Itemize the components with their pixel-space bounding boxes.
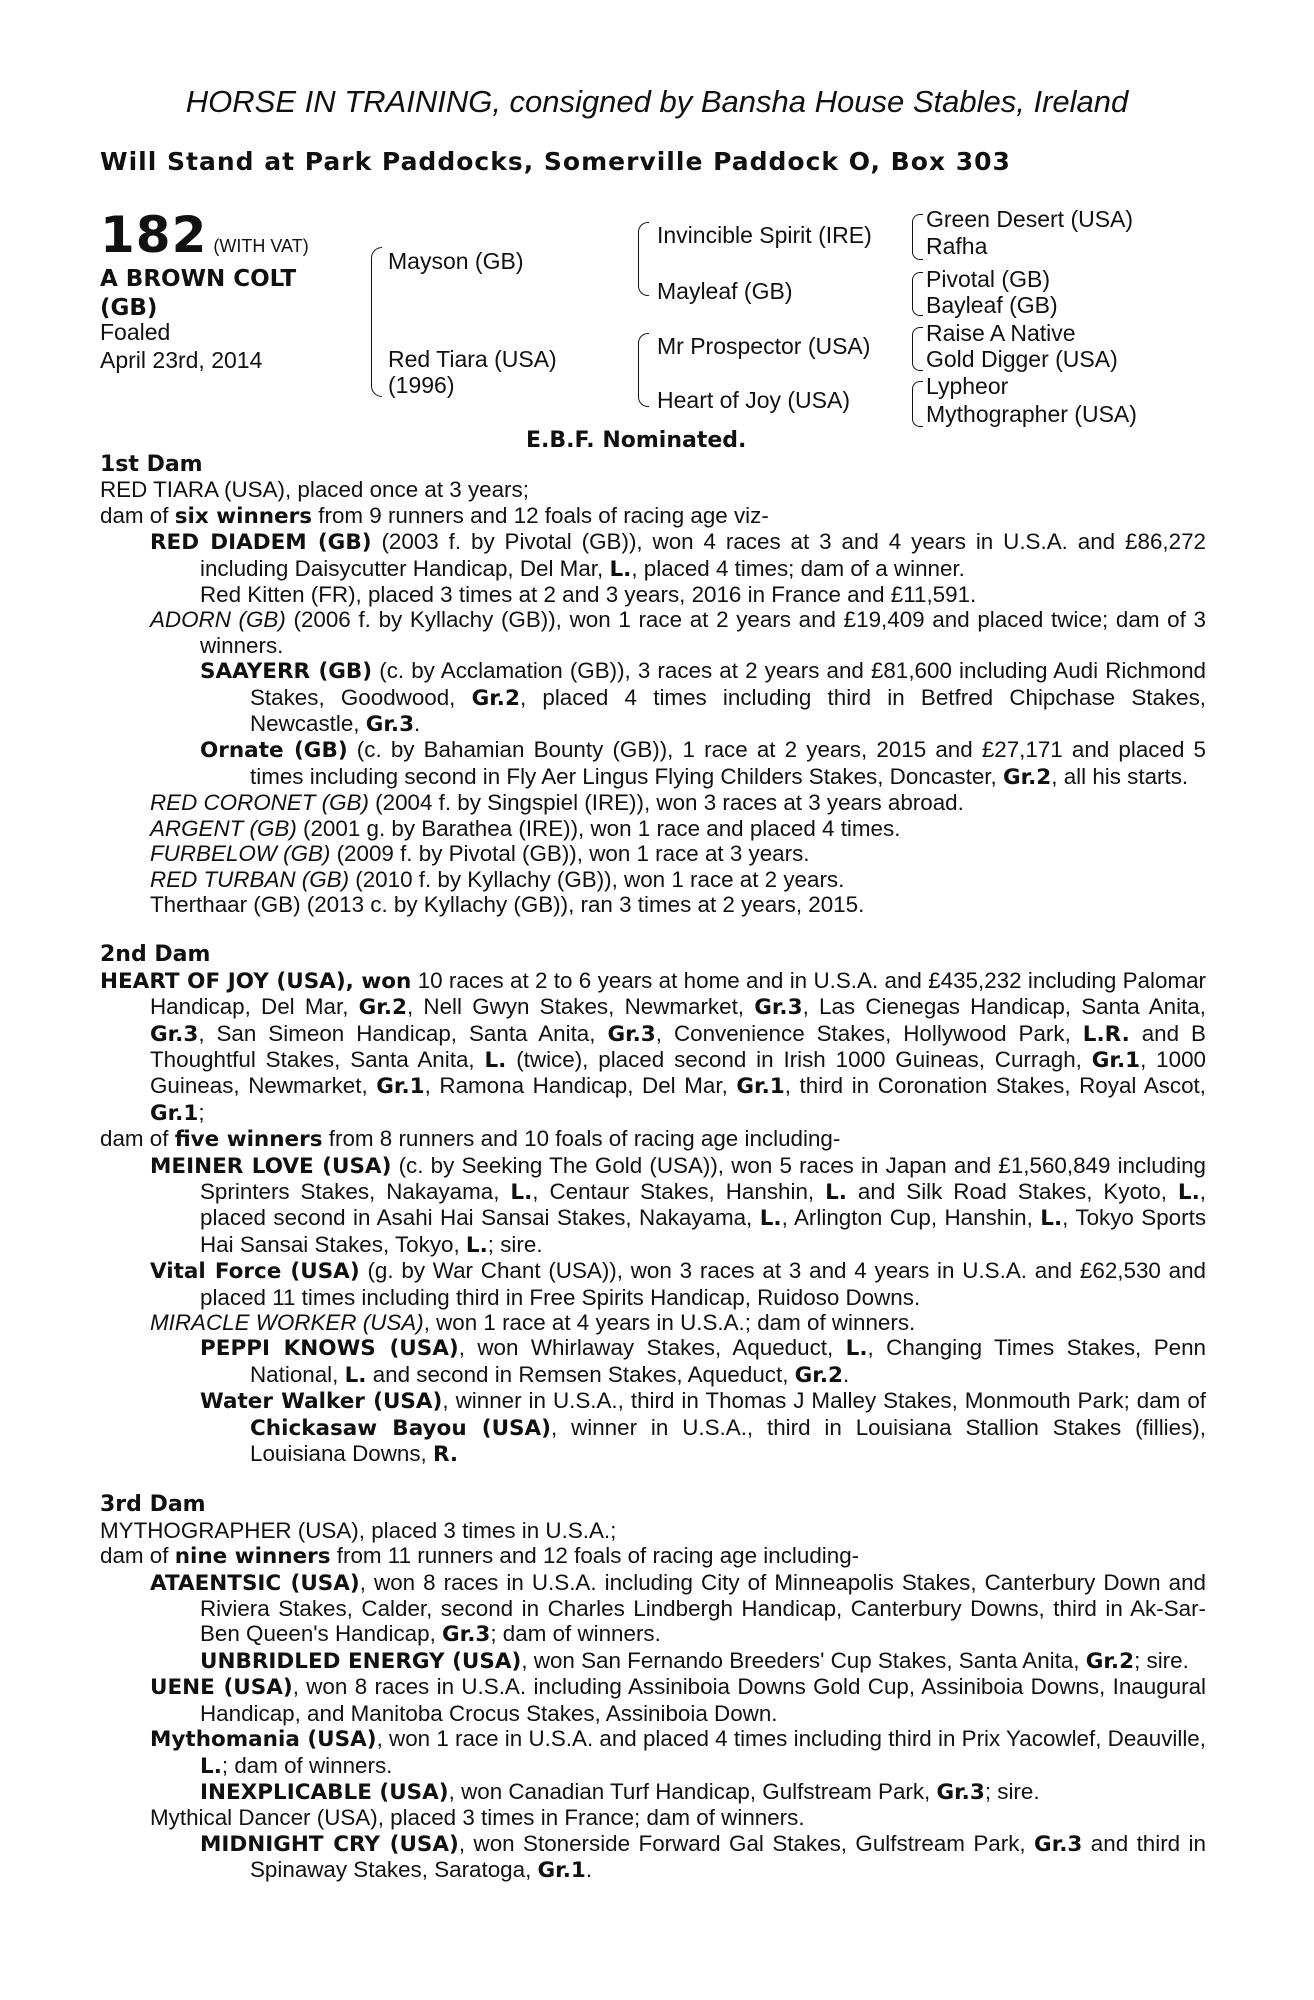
text-span: (c. by Seeking The Gold (USA)), won 5 races in Japan and £1,560,849 including Sprinters Stakes, Nakayama,: [200, 1152, 1206, 1204]
text-span: , Convenience Stakes, Hollywood Park,: [655, 1020, 1083, 1046]
pedigree-brace: [912, 381, 923, 427]
pedigree-g4: Bayleaf (GB): [926, 292, 1058, 318]
pedigree-g2: Rafha: [926, 233, 988, 259]
grade-label: Gr.2: [1085, 1648, 1135, 1674]
text-span: ; sire.: [487, 1231, 543, 1257]
lot-number: 182: [100, 206, 208, 264]
text-span: , all his starts.: [1051, 763, 1189, 789]
progeny-entry: [150, 816, 1206, 841]
text-span: from 9 runners and 12 foals of racing age viz-: [312, 502, 769, 528]
grade-label: Gr.3: [365, 712, 415, 738]
pedigree-g6: Gold Digger (USA): [926, 346, 1118, 372]
progeny-entry: [150, 867, 1206, 892]
grade-label: L.: [1177, 1179, 1200, 1205]
progeny-entry: [150, 841, 1206, 866]
foaled-date: April 23rd, 2014: [100, 347, 263, 373]
pedigree-dam-sire: Mr Prospector (USA): [657, 333, 871, 359]
foaled-info: [100, 318, 262, 374]
grade-label: L.: [200, 1753, 222, 1779]
progeny-entry: [150, 1310, 1206, 1335]
text-span: ; sire.: [1134, 1647, 1189, 1673]
pedigree-g3: Pivotal (GB): [926, 266, 1050, 292]
grade-label: L.: [484, 1047, 507, 1073]
progeny-entry: [200, 658, 1206, 737]
progeny-entry: Therthaar (GB) (2013 c. by Kyllachy (GB)), ran 3 times at 2 years, 2015.: [150, 891, 865, 917]
text-span: (g. by War Chant (USA)), won 3 races at 3 and 4 years in U.S.A. and £62,530 and placed 11 times including third in Free Spirits Handicap, Ruidoso Downs.: [200, 1258, 1206, 1310]
text-span: dam of: [100, 502, 175, 528]
horse-name: PEPPI KNOWS (USA): [200, 1336, 459, 1362]
horse-name: SAAYERR (GB): [200, 659, 373, 685]
text-span: ;: [198, 1099, 205, 1125]
progeny-entry: [150, 1570, 1206, 1648]
text-span: , Changing Times Stakes, Penn National,: [250, 1335, 1206, 1387]
pedigree-dam: Red Tiara (USA): [388, 346, 557, 372]
horse-name: HEART OF JOY (USA): [100, 968, 346, 994]
grade-label: Gr.3: [150, 1021, 199, 1047]
pedigree-dam-year: (1996): [388, 372, 455, 398]
colt-description-line1: A BROWN COLT: [100, 266, 297, 292]
horse-name: Vital Force (USA): [150, 1259, 360, 1285]
grade-label: Gr.2: [358, 995, 407, 1021]
grade-label: L.: [825, 1179, 847, 1205]
dam-of-line: [100, 1543, 1206, 1569]
grade-label: L.: [759, 1206, 782, 1232]
pedigree-dam-dam: Heart of Joy (USA): [657, 387, 850, 413]
text-span: , Nell Gwyn Stakes, Newmarket,: [406, 994, 755, 1020]
progeny-entry: [200, 1831, 1206, 1884]
grade-label: L.R.: [1082, 1021, 1130, 1047]
horse-name: Chickasaw Bayou (USA): [250, 1415, 551, 1441]
progeny-entry: [150, 1153, 1206, 1259]
text-span: 10 races at 2 to 6 years at home and in U.S.A. and £435,232 including Palomar Handicap, Del Mar,: [150, 967, 1207, 1020]
text-span: six winners: [174, 503, 313, 529]
grade-label: Gr.3: [936, 1779, 985, 1805]
horse-name: ADORN (GB): [150, 607, 286, 633]
horse-name: UNBRIDLED ENERGY (USA): [200, 1648, 522, 1674]
text-span: five winners: [174, 1127, 323, 1153]
text-span: (2010 f. by Kyllachy (GB)), won 1 race at 2 years.: [349, 866, 845, 892]
pedigree-brace: [912, 214, 923, 260]
pedigree-sire-sire: Invincible Spirit (IRE): [657, 222, 872, 248]
foaled-label: Foaled: [100, 319, 171, 345]
grade-label: Gr.1: [1091, 1047, 1141, 1073]
vat-label: (WITH VAT): [213, 236, 309, 256]
progeny-entry: [150, 607, 1206, 658]
grade-label: L.: [845, 1336, 868, 1362]
grade-label: L.: [1040, 1206, 1063, 1232]
grade-label: L.: [609, 556, 632, 582]
text-span: , Arlington Cup, Hanshin,: [781, 1205, 1041, 1231]
horse-name: MEINER LOVE (USA): [150, 1153, 392, 1179]
dam-of-line: [100, 503, 1206, 529]
horse-name: RED TURBAN (GB): [150, 866, 350, 892]
grade-label: Gr.1: [150, 1100, 199, 1126]
text-span: .: [842, 1361, 850, 1387]
horse-name: ATAENTSIC (USA): [150, 1570, 360, 1596]
text-span: ; dam of winners.: [490, 1621, 661, 1647]
grade-label: L.: [465, 1232, 488, 1258]
progeny-entry: [200, 1779, 1206, 1805]
text-span: , 1000 Guineas, Newmarket,: [150, 1046, 1206, 1099]
dam-intro: MYTHOGRAPHER (USA), placed 3 times in U.S.A.;: [100, 1517, 617, 1543]
pedigree-brace: [912, 327, 923, 371]
text-span: (2006 f. by Kyllachy (GB)), won 1 race at 2 years and £19,409 and placed twice; dam of 3 winners.: [200, 607, 1206, 658]
text-span: and third in Spinaway Stakes, Saratoga,: [250, 1830, 1206, 1883]
text-span: ; sire.: [984, 1778, 1040, 1804]
text-span: and second in Remsen Stakes, Aqueduct,: [366, 1361, 795, 1387]
dam-intro: RED TIARA (USA), placed once at 3 years;: [100, 477, 529, 503]
text-span: , won 8 races in U.S.A. including Assiniboia Downs Gold Cup, Assiniboia Downs, Inaugural Handicap, and Manitoba Crocus Stakes, Assiniboia Down.: [200, 1674, 1207, 1726]
progeny-entry: [200, 1335, 1206, 1388]
dam-record: [100, 968, 1206, 1126]
text-span: dam of: [100, 1543, 175, 1569]
text-span: (2001 g. by Barathea (IRE)), won 1 race and placed 4 times.: [296, 815, 901, 841]
dam-of-line: [100, 1126, 1206, 1152]
grade-label: Gr.3: [607, 1021, 656, 1047]
text-span: , won Whirlaway Stakes, Aqueduct,: [458, 1335, 846, 1361]
text-span: , won 1 race in U.S.A. and placed 4 times including third in Prix Yacowlef, Deauville,: [376, 1726, 1206, 1752]
section-heading: 3rd Dam: [100, 1492, 206, 1518]
horse-name: MIRACLE WORKER (USA): [150, 1310, 424, 1335]
text-span: , winner in U.S.A., third in Thomas J Malley Stakes, Monmouth Park; dam of: [442, 1388, 1206, 1414]
progeny-entry: [200, 1388, 1206, 1467]
text-span: , Las Cienegas Handicap, Santa Anita,: [802, 994, 1206, 1020]
text-span: , won Stonerside Forward Gal Stakes, Gulfstream Park,: [458, 1830, 1035, 1856]
progeny-entry: [150, 1258, 1206, 1310]
pedigree-brace: [371, 247, 382, 397]
grade-label: Gr.1: [376, 1074, 425, 1100]
section-heading: 1st Dam: [100, 452, 203, 477]
text-span: , won San Fernando Breeders' Cup Stakes, Santa Anita,: [521, 1647, 1086, 1673]
text-span: (2003 f. by Pivotal (GB)), won 4 races at 3 and 4 years in U.S.A. and £86,272 including Daisycutter Handicap, Del Mar,: [200, 529, 1206, 581]
section-gap: [100, 917, 1206, 942]
text-span: , placed second in Asahi Hai Sansai Stakes, Nakayama,: [200, 1178, 1206, 1231]
text-span: from 8 runners and 10 foals of racing age including-: [322, 1126, 841, 1152]
text-span: .: [414, 711, 421, 737]
grade-label: Gr.2: [471, 685, 520, 711]
pedigree-sire-dam: Mayleaf (GB): [657, 278, 793, 304]
pedigree-brace: [638, 222, 649, 296]
pedigree-brace: [912, 272, 923, 316]
ebf-nominated: E.B.F. Nominated.: [526, 428, 747, 453]
grade-label: R.: [432, 1442, 459, 1468]
pedigree-g1: Green Desert (USA): [926, 206, 1134, 232]
text-span: from 11 runners and 12 foals of racing age including-: [330, 1543, 860, 1569]
grade-label: Gr.3: [754, 995, 803, 1021]
text-span: nine winners: [174, 1544, 331, 1570]
lot-number-block: [100, 206, 309, 264]
text-span: (twice), placed second in Irish 1000 Guineas, Curragh,: [506, 1046, 1092, 1072]
horse-name: Mythomania (USA): [150, 1727, 377, 1753]
text-span: , winner in U.S.A., third in Louisiana Stallion Stakes (fillies), Louisiana Downs,: [250, 1414, 1206, 1467]
pedigree-g8: Mythographer (USA): [926, 401, 1137, 427]
text-span: , won 1 race at 4 years in U.S.A.; dam of winners.: [423, 1310, 916, 1335]
progeny-entry: [150, 790, 1206, 815]
text-span: (c. by Bahamian Bounty (GB)), 1 race at 2 years, 2015 and £27,171 and placed 5 times including second in Fly Aer Lingus Flying Childers Stakes, Doncaster,: [250, 737, 1206, 789]
horse-name: UENE (USA): [150, 1675, 293, 1701]
text-span: , Centaur Stakes, Hanshin,: [532, 1178, 826, 1204]
text-span: (2009 f. by Pivotal (GB)), won 1 race at 3 years.: [330, 841, 810, 867]
grade-label: Gr.3: [1034, 1831, 1083, 1857]
grade-label: Gr.1: [736, 1074, 785, 1100]
progeny-entry: [200, 737, 1206, 790]
horse-name: RED DIADEM (GB): [150, 530, 372, 556]
horse-name: MIDNIGHT CRY (USA): [200, 1831, 459, 1857]
horse-name: FURBELOW (GB): [150, 841, 331, 867]
section-heading: 2nd Dam: [100, 942, 211, 968]
horse-name: Water Walker (USA): [200, 1389, 443, 1415]
progeny-entry: Red Kitten (FR), placed 3 times at 2 and 3 years, 2016 in France and £11,591.: [200, 582, 977, 608]
section-gap: [100, 1467, 1206, 1492]
text-span: (2004 f. by Singspiel (IRE)), won 3 races at 3 years abroad.: [368, 790, 964, 816]
pedigree-sire: Mayson (GB): [388, 248, 524, 274]
horse-name: INEXPLICABLE (USA): [200, 1779, 449, 1805]
horse-name: ARGENT (GB): [150, 815, 297, 841]
progeny-entry: [150, 1674, 1206, 1726]
horse-name: RED CORONET (GB): [150, 790, 369, 816]
text-span: , won 8 races in U.S.A. including City of Minneapolis Stakes, Canterbury Down and Riviera Stakes, Calder, second in Charles Lindbergh Handicap, Canterbury Downs, third in Ak-Sar-Ben Queen's Handicap,: [200, 1569, 1207, 1647]
text-span: , third in Coronation Stakes, Royal Ascot,: [784, 1073, 1206, 1099]
text-span: , placed 4 times; dam of a winner.: [631, 555, 965, 581]
grade-label: Gr.2: [794, 1362, 843, 1388]
progeny-entry: [150, 1726, 1206, 1779]
text-span: (c. by Acclamation (GB)), 3 races at 2 years and £81,600 including Audi Richmond Stakes, Goodwood,: [250, 658, 1206, 710]
pedigree-brace: [638, 333, 649, 407]
grade-label: L.: [510, 1179, 533, 1205]
text-span: and B Thoughtful Stakes, Santa Anita,: [150, 1020, 1206, 1072]
text-span: , Tokyo Sports Hai Sansai Stakes, Tokyo,: [200, 1205, 1207, 1257]
grade-label: L.: [344, 1362, 367, 1388]
grade-label: Gr.1: [537, 1858, 586, 1884]
progeny-entry: [200, 1648, 1206, 1674]
progeny-entry: Mythical Dancer (USA), placed 3 times in France; dam of winners.: [150, 1805, 805, 1831]
text-span: , won: [345, 968, 412, 994]
text-span: dam of: [100, 1126, 175, 1152]
location-line: Will Stand at Park Paddocks, Somerville Paddock O, Box 303: [100, 147, 1011, 176]
pedigree-g7: Lypheor: [926, 373, 1009, 399]
text-span: , placed 4 times including third in Betfred Chipchase Stakes, Newcastle,: [250, 684, 1206, 737]
page-title: HORSE IN TRAINING, consigned by Bansha House Stables, Ireland: [185, 84, 1129, 119]
text-span: .: [585, 1857, 593, 1883]
grade-label: Gr.2: [1002, 764, 1052, 790]
text-span: , Ramona Handicap, Del Mar,: [424, 1073, 737, 1099]
pedigree-g5: Raise A Native: [926, 320, 1076, 346]
catalogue-body: [100, 452, 1206, 1884]
grade-label: Gr.3: [442, 1622, 491, 1648]
horse-name: Ornate (GB): [200, 738, 348, 764]
progeny-entry: [150, 529, 1206, 582]
text-span: ; dam of winners.: [221, 1752, 393, 1778]
text-span: , San Simeon Handicap, Santa Anita,: [198, 1020, 608, 1046]
text-span: and Silk Road Stakes, Kyoto,: [846, 1178, 1178, 1204]
colt-description: [100, 265, 340, 323]
text-span: , won Canadian Turf Handicap, Gulfstream Park,: [448, 1778, 937, 1804]
colt-description-line2: (GB): [100, 295, 158, 321]
